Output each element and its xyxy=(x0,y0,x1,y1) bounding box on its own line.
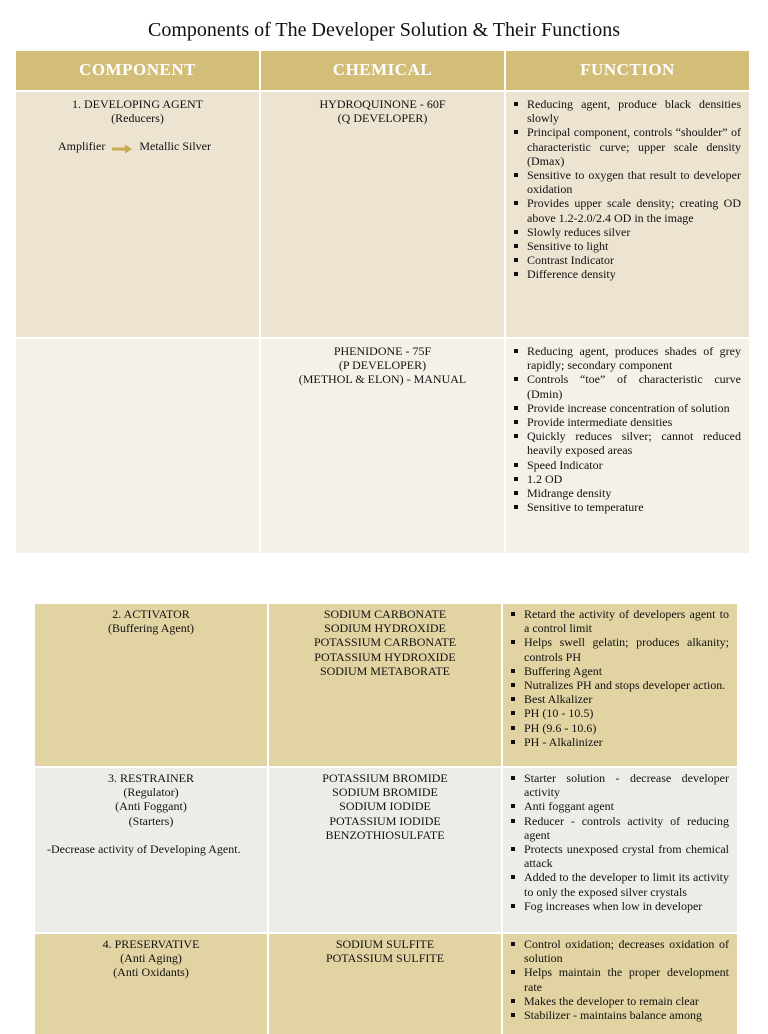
function-item: Controls “toe” of characteristic curve (Dmin) xyxy=(527,372,741,401)
function-item: PH (10 - 10.5) xyxy=(524,706,729,720)
chemical-cell xyxy=(268,933,502,1034)
function-cell xyxy=(502,933,737,1034)
function-item: Added to the developer to limit its activity to only the exposed silver crystals xyxy=(524,870,729,899)
chemical-cell xyxy=(260,338,505,553)
function-item: Best Alkalizer xyxy=(524,692,729,706)
chemical-name: SODIUM SULFITE xyxy=(335,937,435,951)
function-item: Reducer - controls activity of reducing agent xyxy=(524,813,729,842)
function-item: Control oxidation; decreases oxidation of solution xyxy=(524,937,729,966)
function-item: Sensitive to light xyxy=(527,239,741,253)
function-list xyxy=(503,604,737,749)
chemical-name: SODIUM IODIDE xyxy=(339,799,431,814)
header-function: FUNCTION xyxy=(505,51,749,91)
table-row xyxy=(16,91,749,338)
function-item: Slowly reduces silver xyxy=(527,225,741,239)
function-item: Starter solution - decrease developer activity xyxy=(524,771,729,800)
component-cell xyxy=(35,604,268,767)
metallic-silver-label: Metallic Silver xyxy=(139,139,211,154)
table-row xyxy=(16,338,749,553)
function-cell xyxy=(505,91,749,338)
chemical-cell xyxy=(260,91,505,338)
function-item: Fog increases when low in developer xyxy=(524,899,729,913)
function-list xyxy=(503,934,737,1022)
function-item: PH (9.6 - 10.6) xyxy=(524,721,729,735)
function-item: Provide intermediate densities xyxy=(527,415,741,429)
chemical-cell xyxy=(268,604,502,767)
chemical-name: BENZOTHIOSULFATE xyxy=(325,827,445,842)
function-item: Protects unexposed crystal from chemical attack xyxy=(524,842,729,871)
chemical-name: (Q DEVELOPER) xyxy=(337,111,428,126)
function-cell xyxy=(502,767,737,933)
function-item: Difference density xyxy=(527,267,741,281)
amplifier-line xyxy=(16,139,259,153)
chemical-name: POTASSIUM HYDROXIDE xyxy=(314,649,456,664)
function-item: Sensitive to temperature xyxy=(527,500,741,514)
chemical-name: (METHOL & ELON) - MANUAL xyxy=(298,372,467,387)
developer-table-top xyxy=(16,51,749,553)
component-name: 1. DEVELOPING AGENT xyxy=(72,97,203,111)
chemical-name: HYDROQUINONE - 60F xyxy=(319,97,446,111)
function-item: Principal component, controls “shoulder” of characteristic curve; upper scale density (Dmax) xyxy=(527,125,741,168)
component-alias: (Starters) xyxy=(128,813,174,828)
component-name: 3. RESTRAINER xyxy=(107,771,194,785)
header-component: COMPONENT xyxy=(16,51,260,91)
component-cell xyxy=(35,767,268,933)
table-row xyxy=(35,604,737,767)
table-header-row xyxy=(16,51,749,91)
function-item: Buffering Agent xyxy=(524,664,729,678)
page-title: Components of The Developer Solution & Their Functions xyxy=(148,19,620,41)
function-cell xyxy=(502,604,737,767)
function-item: Nutralizes PH and stops developer action. xyxy=(524,678,729,692)
component-name: 2. ACTIVATOR xyxy=(112,607,190,621)
chemical-name: POTASSIUM CARBONATE xyxy=(313,635,457,650)
chemical-name: PHENIDONE - 75F xyxy=(333,344,432,358)
component-alias: (Reducers) xyxy=(111,111,164,126)
header-chemical: CHEMICAL xyxy=(260,51,505,91)
function-item: Sensitive to oxygen that result to developer oxidation xyxy=(527,168,741,197)
function-item: Reducing agent, produces shades of grey rapidly; secondary component xyxy=(527,344,741,373)
function-item: Makes the developer to remain clear xyxy=(524,994,729,1008)
chemical-name: POTASSIUM SULFITE xyxy=(325,951,445,966)
function-item: Midrange density xyxy=(527,486,741,500)
table-row xyxy=(35,767,737,933)
chemical-name: SODIUM CARBONATE xyxy=(323,607,447,621)
table-row xyxy=(35,933,737,1034)
function-item: Reducing agent, produce black densities slowly xyxy=(527,97,741,126)
chemical-cell xyxy=(268,767,502,933)
amplifier-label: Amplifier xyxy=(58,139,106,154)
chemical-name: SODIUM BROMIDE xyxy=(332,785,438,800)
component-alias: (Anti Foggant) xyxy=(115,799,187,814)
function-item: 1.2 OD xyxy=(527,472,741,486)
function-item: Quickly reduces silver; cannot reduced heavily exposed areas xyxy=(527,429,741,458)
component-cell-empty xyxy=(16,338,260,553)
chemical-name: POTASSIUM IODIDE xyxy=(329,813,441,828)
function-item: Speed Indicator xyxy=(527,458,741,472)
chemical-name: POTASSIUM BROMIDE xyxy=(322,771,448,785)
function-item: Stabilizer - maintains balance among xyxy=(524,1008,729,1022)
function-item: Helps swell gelatin; produces alkanity; controls PH xyxy=(524,635,729,664)
function-list xyxy=(503,768,737,913)
component-alias: (Regulator) xyxy=(123,785,179,800)
arrow-right-icon xyxy=(111,143,133,153)
function-item: Retard the activity of developers agent to a control limit xyxy=(524,607,729,636)
function-item: Contrast Indicator xyxy=(527,253,741,267)
component-note: -Decrease activity of Developing Agent. xyxy=(47,841,241,856)
chemical-name: (P DEVELOPER) xyxy=(338,358,427,373)
function-item: Provides upper scale density; creating OD above 1.2-2.0/2.4 OD in the image xyxy=(527,196,741,225)
function-item: Provide increase concentration of solution xyxy=(527,401,741,415)
function-list xyxy=(506,92,749,282)
function-list xyxy=(506,339,749,514)
function-cell xyxy=(505,338,749,553)
chemical-name: SODIUM METABORATE xyxy=(319,663,451,678)
component-cell xyxy=(16,91,260,338)
function-item: Helps maintain the proper development rate xyxy=(524,965,729,994)
function-item: PH - Alkalinizer xyxy=(524,735,729,749)
developer-table-bottom xyxy=(35,604,737,1034)
component-name: 4. PRESERVATIVE xyxy=(102,937,200,951)
component-alias: (Buffering Agent) xyxy=(107,621,195,636)
component-alias: (Anti Aging) xyxy=(120,951,182,966)
chemical-name: SODIUM HYDROXIDE xyxy=(324,621,446,636)
component-cell xyxy=(35,933,268,1034)
function-item: Anti foggant agent xyxy=(524,799,729,813)
component-alias: (Anti Oxidants) xyxy=(113,965,189,980)
